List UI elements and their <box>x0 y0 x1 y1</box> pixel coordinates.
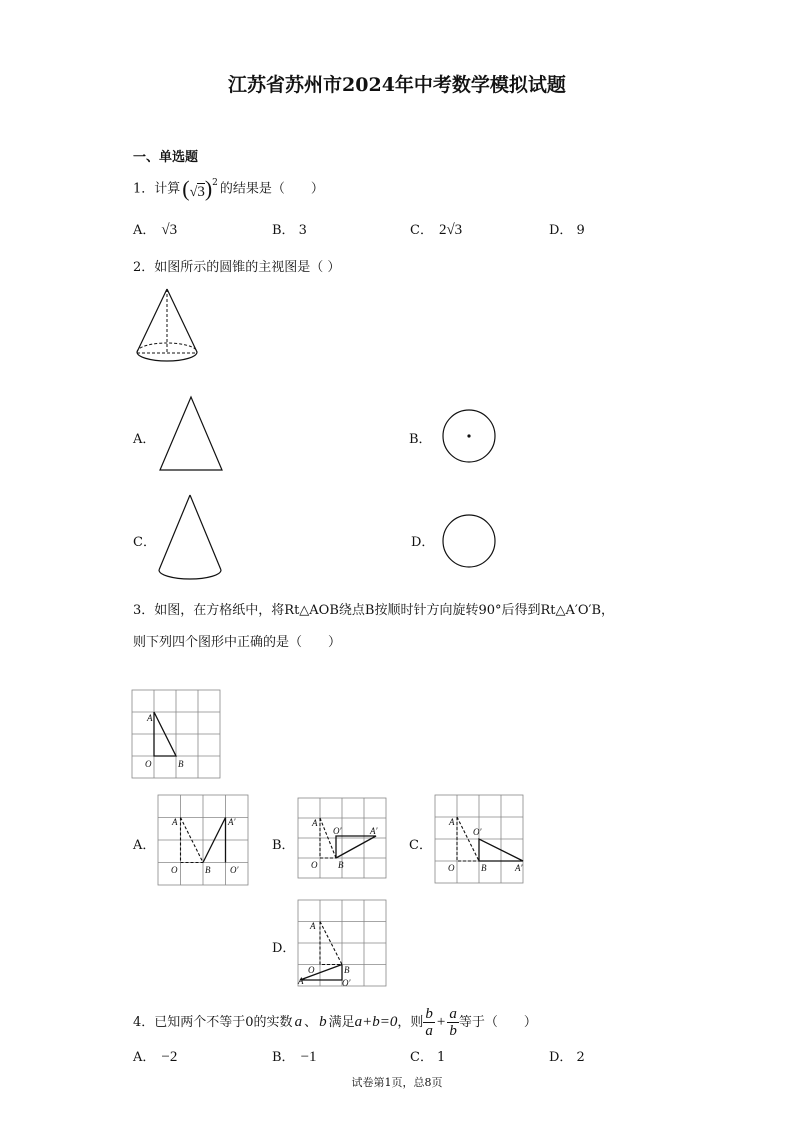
plus-sign: + <box>436 1014 446 1030</box>
question-text: 等于（ ） <box>458 1015 537 1030</box>
radicand: 3 <box>197 184 205 200</box>
grid-option-b-figure[interactable] <box>298 798 388 880</box>
label-a: A <box>310 921 316 931</box>
option-letter: C． <box>410 1050 433 1065</box>
grid-option-d-figure[interactable] <box>298 900 388 990</box>
question-text: 计算 <box>154 181 181 197</box>
label-a: A <box>172 817 178 827</box>
var-b: b <box>319 1014 327 1030</box>
grid-option-c-figure[interactable] <box>435 795 527 887</box>
q3-option-c-label[interactable]: C． <box>409 838 432 853</box>
q1-option-b[interactable] <box>272 219 307 238</box>
label-a: A <box>312 818 318 828</box>
label-b: B <box>338 860 344 870</box>
label-b: B <box>178 759 184 769</box>
section-heading: 一、单选题 <box>133 150 199 165</box>
label-a-prime: A′ <box>298 976 306 986</box>
page-title: 江苏省苏州市2024年中考数学模拟试题 <box>228 74 566 96</box>
option-letter: C． <box>410 223 433 238</box>
question-3-line2: 则下列四个图形中正确的是（ ） <box>133 635 342 650</box>
condition: a+b=0 <box>354 1014 398 1030</box>
label-o: O <box>171 865 178 875</box>
option-value: 3 <box>298 223 307 238</box>
cone-outline-figure[interactable] <box>154 493 234 585</box>
question-4 <box>133 1006 537 1039</box>
label-a-prime: A′ <box>515 863 523 873</box>
label-o-prime: O′ <box>230 865 239 875</box>
label-o-prime: O′ <box>473 827 482 837</box>
option-letter: B． <box>272 1050 295 1065</box>
label-o-prime: O′ <box>342 978 351 988</box>
question-number: 2． <box>133 260 155 275</box>
label-a: A <box>147 713 153 723</box>
option-letter: B． <box>272 223 295 238</box>
q1-option-c[interactable] <box>410 219 462 239</box>
q4-option-c[interactable] <box>410 1046 445 1065</box>
denominator: a <box>425 1023 433 1039</box>
question-text: ，则 <box>397 1015 424 1030</box>
q4-option-b[interactable] <box>272 1046 317 1066</box>
question-number: 3． <box>133 603 155 618</box>
numerator: a <box>449 1006 457 1022</box>
question-text: 如图，在方格纸中，将Rt△AOB绕点B按顺时针方向旋转90°后得到Rt△A′O′B， <box>154 603 614 618</box>
option-value: −1 <box>300 1049 317 1065</box>
page-footer: 试卷第1页，总8页 <box>351 1076 443 1089</box>
separator: 、 <box>304 1015 318 1030</box>
question-number: 4． <box>133 1015 155 1030</box>
label-a-prime: A′ <box>228 817 236 827</box>
option-value: 2 <box>576 1050 585 1065</box>
label-a-prime: A′ <box>370 826 378 836</box>
q4-option-a[interactable] <box>133 1046 177 1066</box>
question-1 <box>133 176 324 202</box>
label-o-prime: O′ <box>333 826 342 836</box>
label-a: A <box>449 817 455 827</box>
exponent: 2 <box>212 177 218 188</box>
denominator: b <box>449 1023 457 1039</box>
grid-original-figure <box>132 690 222 780</box>
q3-option-d-label[interactable]: D． <box>272 941 296 956</box>
question-2 <box>133 256 340 275</box>
label-o: O <box>448 863 455 873</box>
option-letter: D． <box>549 1050 573 1065</box>
numerator: b <box>425 1006 433 1022</box>
q1-option-d[interactable] <box>549 219 585 238</box>
option-value: −2 <box>161 1049 178 1065</box>
option-letter: A． <box>133 1050 156 1065</box>
label-b: B <box>481 863 487 873</box>
circle-with-center-figure[interactable] <box>441 408 501 468</box>
var-a: a <box>294 1014 303 1030</box>
label-o: O <box>311 860 318 870</box>
option-value: √3 <box>161 222 178 238</box>
label-o: O <box>145 759 152 769</box>
q1-option-a[interactable] <box>133 219 177 239</box>
q2-option-b-label[interactable]: B． <box>409 432 432 447</box>
grid-option-a-figure[interactable] <box>158 795 250 887</box>
q3-option-b-label[interactable]: B． <box>272 838 295 853</box>
question-text: 满足 <box>328 1015 355 1030</box>
question-number: 1． <box>133 181 155 197</box>
sqrt-expression: $(√3)^2$ <box>182 176 218 201</box>
option-value: 1 <box>436 1050 446 1065</box>
q2-option-c-label[interactable]: C． <box>133 535 156 550</box>
q2-option-a-label[interactable]: A． <box>133 432 156 447</box>
option-letter: D． <box>549 223 573 238</box>
option-letter: A． <box>133 223 156 238</box>
circle-figure[interactable] <box>441 513 501 573</box>
label-b: B <box>344 965 350 975</box>
q3-option-a-label[interactable]: A． <box>133 838 156 853</box>
question-3-line1 <box>133 599 614 618</box>
q4-option-d[interactable] <box>549 1046 585 1065</box>
label-o: O <box>308 965 315 975</box>
label-b: B <box>205 865 211 875</box>
question-text: 已知两个不等于0的实数 <box>154 1015 293 1030</box>
question-text: 如图所示的圆锥的主视图是（ ） <box>154 260 341 275</box>
fraction-b-over-a <box>423 1006 435 1039</box>
triangle-figure[interactable] <box>158 395 228 475</box>
question-text-after: 的结果是（ ） <box>219 181 324 197</box>
cone-figure <box>130 285 210 375</box>
option-value: 2√3 <box>438 222 463 238</box>
fraction-a-over-b <box>447 1006 459 1039</box>
q2-option-d-label[interactable]: D． <box>411 535 435 550</box>
option-value: 9 <box>576 223 585 238</box>
